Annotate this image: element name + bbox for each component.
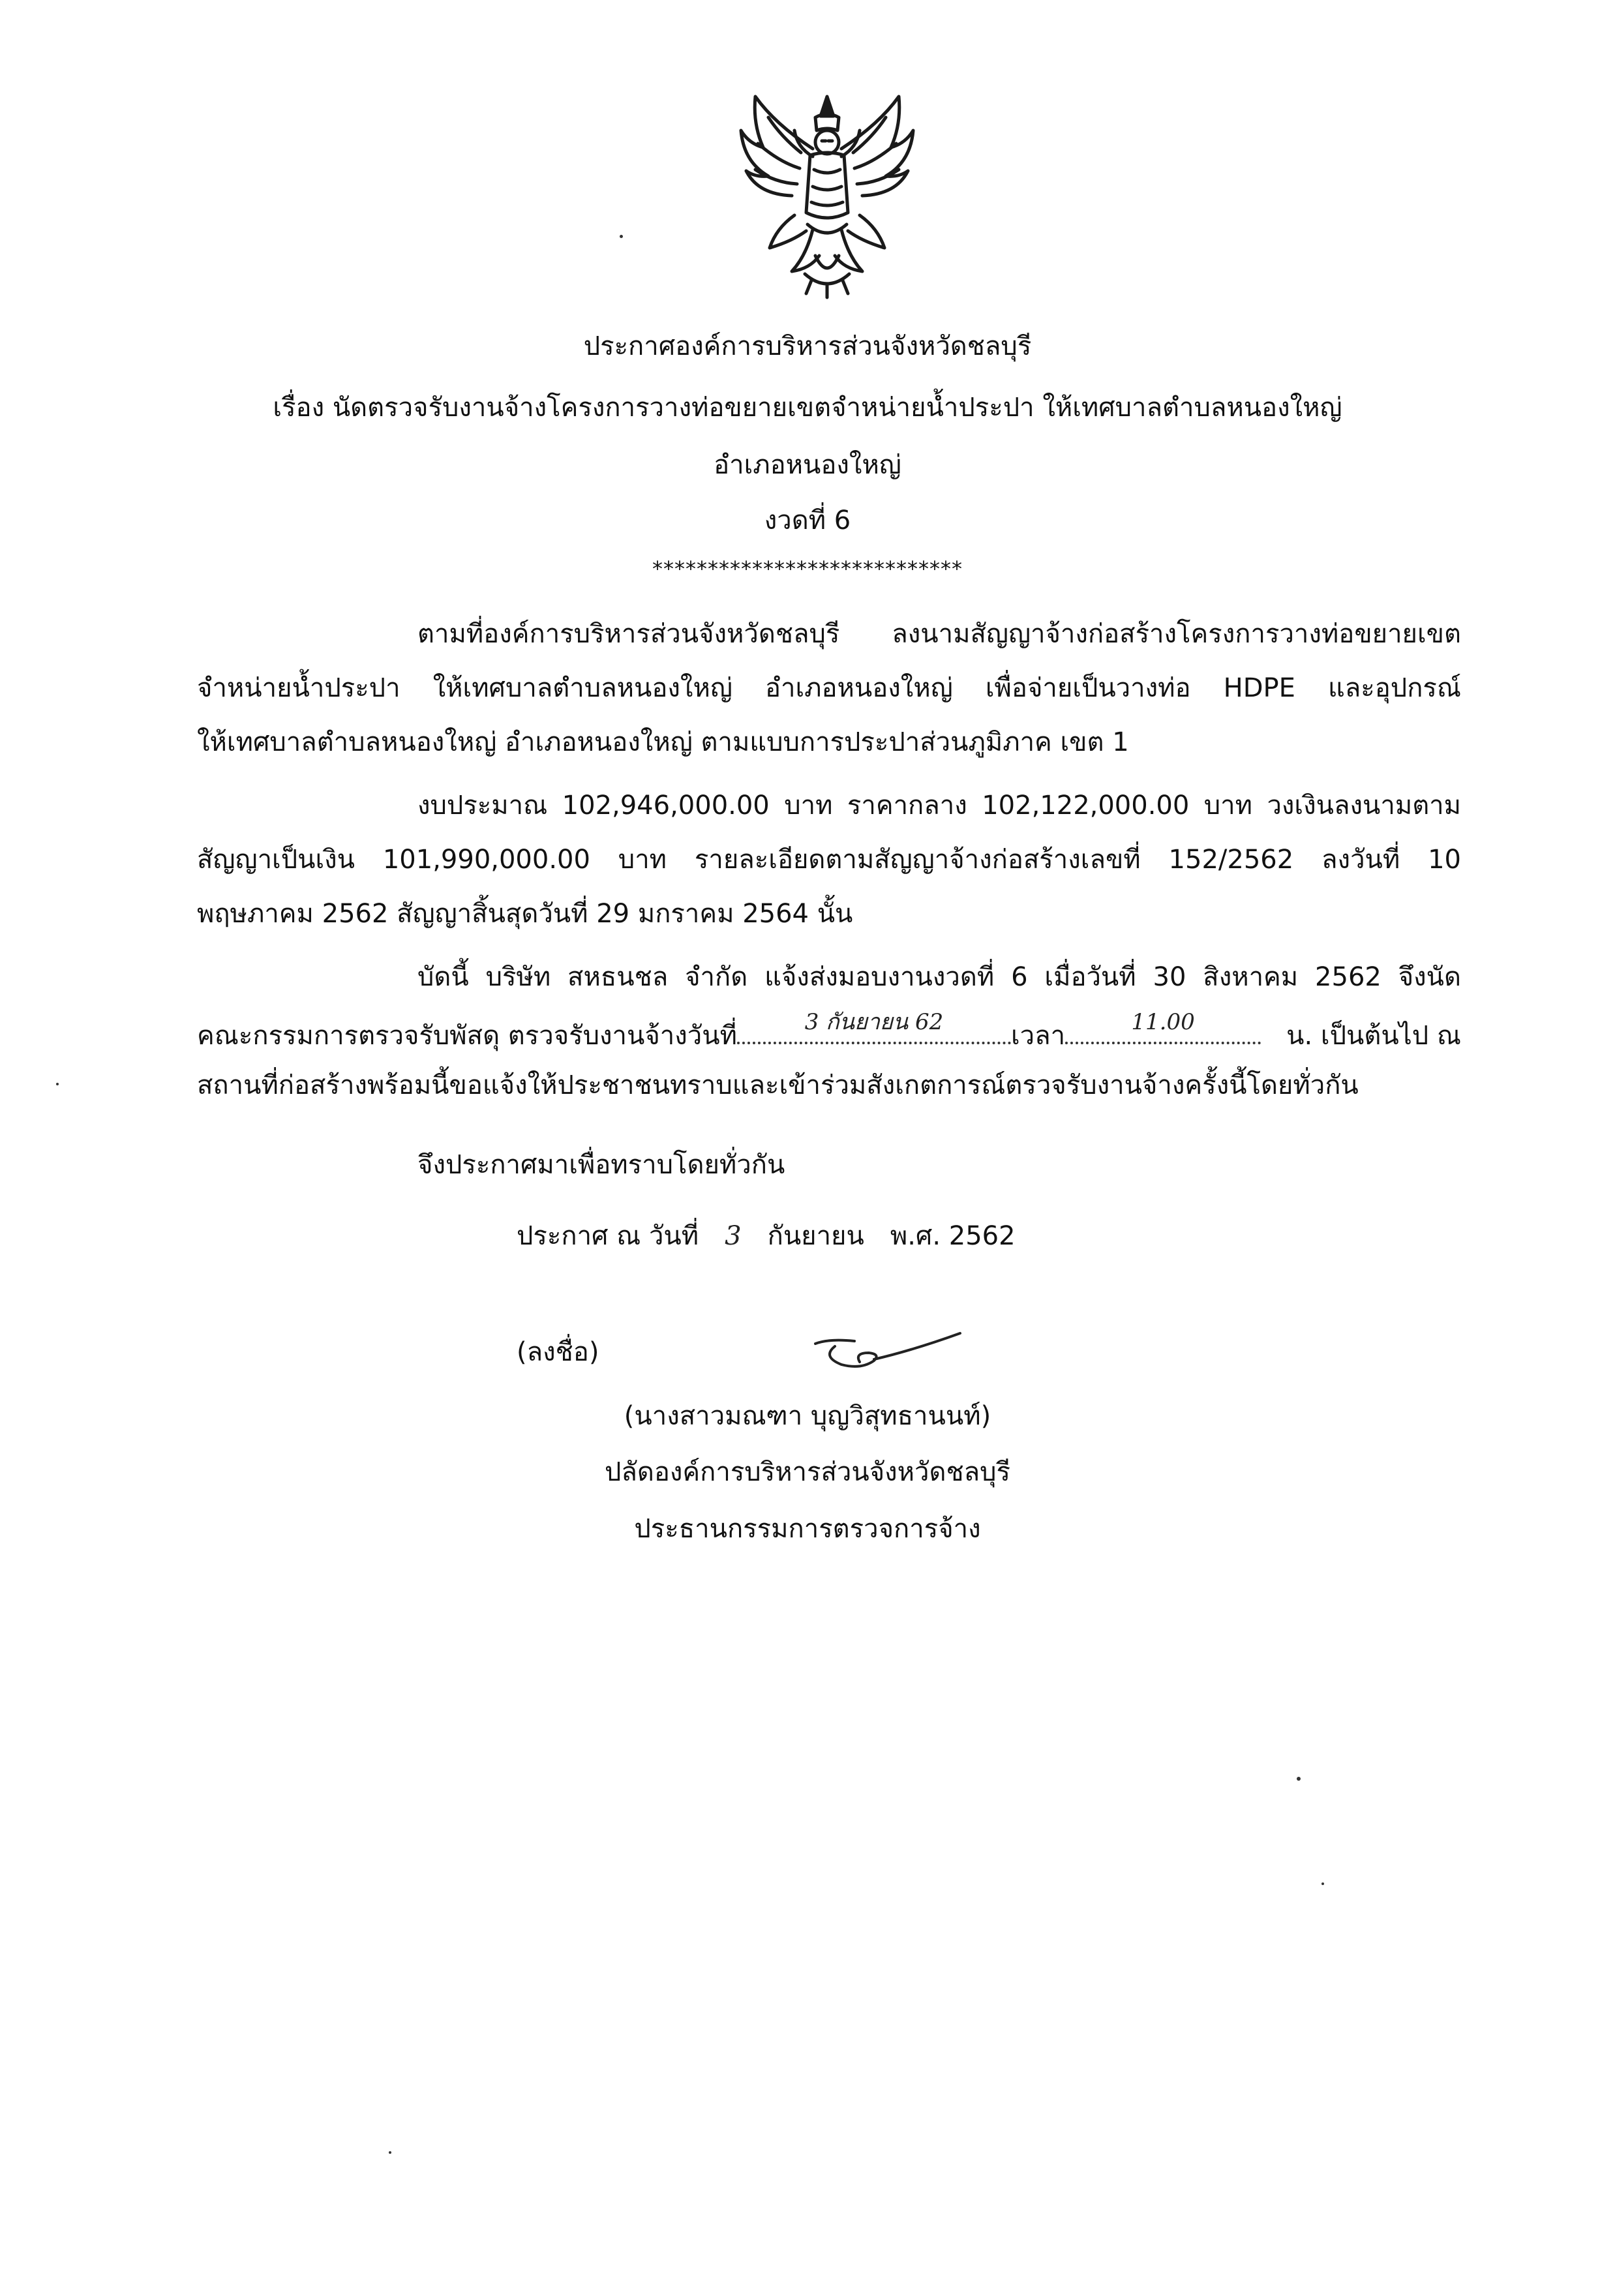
signatory-position-2: ประธานกรรมการตรวจการจ้าง [634, 1514, 981, 1544]
paragraph-2-line-1: งบประมาณ 102,946,000.00 บาท ราคากลาง 102,122,000.00 บาท วงเงินลงนามตาม [417, 791, 1461, 821]
installment-title: งวดที่ 6 [764, 506, 851, 536]
scan-speck [620, 235, 623, 238]
inspection-date-label: คณะกรรมการตรวจรับพัสดุ ตรวจรับงานจ้างวันที่ [197, 1021, 737, 1051]
org-title: ประกาศองค์การบริหารส่วนจังหวัดชลบุรี [583, 331, 1032, 361]
signatory-name: (นางสาวมณฑา บุญวิสุทธานนท์) [624, 1401, 991, 1431]
announcement-date [517, 1218, 1016, 1254]
signatory-position-1: ปลัดองค์การบริหารส่วนจังหวัดชลบุรี [604, 1457, 1011, 1487]
paragraph-2-line-3: พฤษภาคม 2562 สัญญาสิ้นสุดวันที่ 29 มกราคม 2564 นั้น [197, 899, 853, 929]
dated-month: กันยายน [767, 1221, 864, 1251]
inspection-date-value: 3 กันยายน 62 [804, 1009, 944, 1035]
inspection-date-field [737, 1009, 1011, 1044]
subject-line: เรื่อง นัดตรวจรับงานจ้างโครงการวางท่อขยายเขตจำหน่ายน้ำประปา ให้เทศบาลตำบลหนองใหญ่ [273, 393, 1342, 423]
paragraph-1-line-1: ตามที่องค์การบริหารส่วนจังหวัดชลบุรี ลงนามสัญญาจ้างก่อสร้างโครงการวางท่อขยายเขต [417, 619, 1461, 649]
paragraph-3-line-3: สถานที่ก่อสร้างพร้อมนี้ขอแจ้งให้ประชาชนทราบและเข้าร่วมสังเกตการณ์ตรวจรับงานจ้างครั้งนี้โดยทั่วกัน [197, 1070, 1359, 1100]
inspection-time-value: 11.00 [1131, 1009, 1195, 1035]
closing-statement: จึงประกาศมาเพื่อทราบโดยทั่วกัน [417, 1150, 785, 1180]
subject-line-2: อำเภอหนองใหญ่ [714, 450, 901, 480]
paragraph-2-line-2: สัญญาเป็นเงิน 101,990,000.00 บาท รายละเอียดตามสัญญาจ้างก่อสร้างเลขที่ 152/2562 ลงวันที่ 10 [197, 845, 1461, 875]
scan-speck [389, 2151, 391, 2154]
scan-speck [1321, 1882, 1324, 1885]
dated-year: พ.ศ. 2562 [890, 1221, 1016, 1251]
paragraph-1-line-3: ให้เทศบาลตำบลหนองใหญ่ อำเภอหนองใหญ่ ตามแบบการประปาส่วนภูมิภาค เขต 1 [197, 727, 1129, 757]
dated-prefix: ประกาศ ณ วันที่ [517, 1221, 699, 1251]
header-divider: **************************** [652, 556, 963, 581]
signature-label: (ลงชื่อ) [517, 1337, 599, 1367]
inspection-time-field [1065, 1009, 1261, 1044]
garuda-emblem-icon [729, 85, 925, 300]
dated-day: 3 [725, 1221, 742, 1251]
inspection-time-label: เวลา [1010, 1021, 1066, 1051]
inspection-time-suffix: น. เป็นต้นไป ณ [1286, 1021, 1461, 1051]
scan-speck [1297, 1777, 1301, 1781]
paragraph-3-line-2 [197, 1009, 1461, 1054]
handwritten-signature [809, 1324, 965, 1383]
scan-speck [56, 1083, 59, 1085]
paragraph-1-line-2: จำหน่ายน้ำประปา ให้เทศบาลตำบลหนองใหญ่ อำเภอหนองใหญ่ เพื่อจ่ายเป็นวางท่อ HDPE และอุปกรณ์ [197, 673, 1461, 703]
paragraph-3-line-1: บัดนี้ บริษัท สหธนชล จำกัด แจ้งส่งมอบงานงวดที่ 6 เมื่อวันที่ 30 สิงหาคม 2562 จึงนัด [417, 962, 1461, 992]
